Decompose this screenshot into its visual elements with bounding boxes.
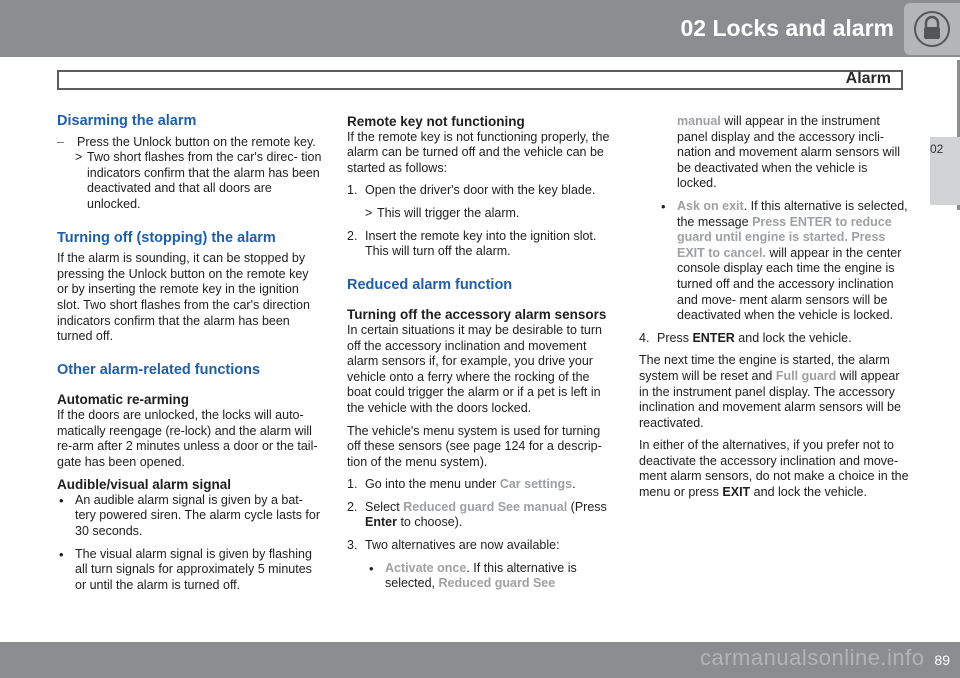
menu-step-3: 3. Two alternatives are now available: (347, 538, 560, 553)
alternative-activate-once-cont: manual will appear in the instrument panel display and the accessory incli- nation and movement alarm sensors will be deactivated when the vehicle is locked. (677, 114, 901, 191)
disarm-result: > Two short flashes from the car's direc- tion indicators confirm that the alarm has been deactivated and that all doors are unlocked. (57, 150, 323, 212)
chapter-title: 02 Locks and alarm (680, 15, 894, 41)
heading-reduced-alarm: Reduced alarm function (347, 276, 513, 293)
rearm-paragraph: If the doors are unlocked, the locks will auto- matically reengage (re-lock) and the alarm will re-arm after 2 minutes unless a door or the tail- gate has been opened. (57, 407, 318, 469)
column-1 (57, 114, 323, 600)
menu-step-2: 2. Select Reduced guard See manual (Press Enter to choose). (347, 499, 607, 530)
heading-alarm-signal: Audible/visual alarm signal (57, 477, 232, 493)
menu-step-1: 1. Go into the menu under Car settings. (347, 477, 576, 492)
turnoff-paragraph: If the alarm is sounding, it can be stopped by pressing the Unlock button on the remote key or by inserting the remote key in the ignition slot. Two short flashes from the car's direction indicators confirm that the alarm has been turned off. (57, 251, 310, 344)
remote-step-2: 2. Insert the remote key into the ignition slot. This will turn off the alarm. (347, 228, 597, 259)
heading-other-functions: Other alarm-related functions (57, 361, 261, 378)
page-number: 89 (934, 652, 950, 668)
signal-bullet-2: • The visual alarm signal is given by flashing all turn signals for approximately 5 minutes or until the alarm is turned off. (57, 547, 323, 594)
alternative-activate-once: • Activate once. If this alternative is selected, Reduced guard See (347, 561, 615, 592)
column-3 (639, 114, 909, 508)
section-title: Alarm (845, 70, 891, 87)
alternative-ask-on-exit: • Ask on exit. If this alternative is selected, the message Press ENTER to reduce guard until engine is started. Press EXIT to cancel. will appear in the center console display each time the engine is turned off and the accessory inclination and move- ment alarm sensors will be deactivated when the vehicle is locked. (639, 199, 909, 324)
section-header (57, 70, 903, 90)
chapter-icon-tab (904, 3, 960, 55)
watermark: carmanualsonline.info (700, 645, 925, 670)
heading-disarming: Disarming the alarm (57, 113, 197, 129)
either-alternative-paragraph: In either of the alternatives, if you prefer not to deactivate the accessory inclination and move- ment alarm sensors, do not make a choice in the menu or press EXIT and lock the vehicle. (639, 438, 909, 500)
remote-step-1: 1. Open the driver's door with the key blade. (347, 183, 596, 198)
heading-turning-off: Turning off (stopping) the alarm (57, 229, 276, 246)
column-2 (347, 114, 615, 599)
chapter-side-tab-label: 02 (930, 142, 944, 156)
menu-paragraph: The vehicle's menu system is used for turning off these sensors (see page 124 for a descrip- tion of the menu system). (347, 423, 602, 469)
menu-step-4: 4. Press ENTER and lock the vehicle. (639, 330, 852, 345)
heading-accessory-sensors: Turning off the accessory alarm sensors (347, 307, 607, 323)
signal-bullet-1: • An audible alarm signal is given by a bat- tery powered siren. The alarm cycle lasts for 30 seconds. (57, 493, 323, 540)
disarm-step: – Press the Unlock button on the remote key. (57, 135, 323, 151)
remote-step-1-result: > This will trigger the alarm. (347, 206, 615, 222)
heading-remote-key: Remote key not functioning (347, 114, 525, 129)
chapter-side-tab (930, 137, 960, 205)
next-start-paragraph: The next time the engine is started, the alarm system will be reset and Full guard will appear in the instrument panel display. The accessory inclination and movement alarm sensors will be reactivated. (639, 353, 901, 430)
heading-rearming: Automatic re-arming (57, 392, 190, 408)
remote-paragraph: If the remote key is not functioning properly, the alarm can be turned off and the vehicle can be started as follows: (347, 129, 610, 175)
sensors-paragraph: In certain situations it may be desirable to turn off the accessory inclination and movement alarm sensors if, for example, you drive your vehicle onto a ferry where the rocking of the boat could trigger the alarm or if a pet is left in the vehicle with the doors locked. (347, 322, 602, 415)
padlock-icon (913, 10, 951, 48)
